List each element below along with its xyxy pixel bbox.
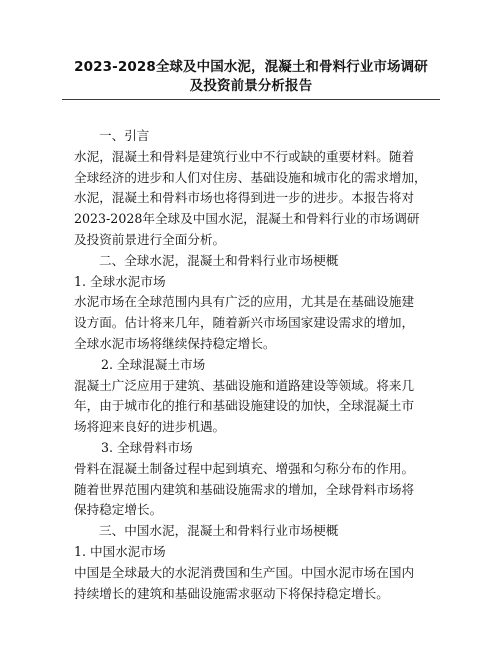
- text-line: 水泥，混凝土和骨料市场也将得到进一步的进步。本报告将对: [74, 190, 415, 206]
- text-line: 全球水泥市场将继续保持稳定增长。: [74, 335, 276, 351]
- section-heading: 一、引言: [99, 128, 150, 143]
- text-line: 混凝土广泛应用于建筑、基础设施和道路建设等领域。将来几: [74, 377, 415, 393]
- text-line: 年，由于城市化的推行和基础设施建设的加快，全球混凝土市: [74, 398, 415, 414]
- text-line: 及投资前景进行全面分析。: [74, 231, 226, 247]
- text-line: 水泥，混凝土和骨料是建筑行业中不行或缺的重要材料。随着: [74, 148, 415, 164]
- document-title: [62, 58, 440, 96]
- text-line: 场将迎来良好的进步机遇。: [74, 419, 226, 435]
- text-line: 保持稳定增长。: [74, 502, 163, 518]
- title-divider: [62, 99, 440, 100]
- text-line: 2023-2028年全球及中国水泥，混凝土和骨料行业的市场调研: [74, 211, 420, 227]
- subsection-heading: 1. 中国水泥市场: [74, 543, 166, 559]
- title-line-2: 及投资前景分析报告: [189, 78, 313, 94]
- section-heading: 三、中国水泥，混凝土和骨料行业市场梗概: [99, 523, 339, 539]
- document-body: [74, 126, 446, 604]
- text-line: 设方面。估计将来几年，随着新兴市场国家建设需求的增加，: [74, 315, 415, 331]
- subsection-heading: 1. 全球水泥市场: [74, 273, 166, 289]
- section-heading: 二、全球水泥，混凝土和骨料行业市场梗概: [99, 252, 339, 268]
- text-line: 中国是全球最大的水泥消费国和生产国。中国水泥市场在国内: [74, 564, 415, 580]
- subsection-heading: 3. 全球骨料市场: [101, 439, 193, 455]
- text-line: 持续增长的建筑和基础设施需求驱动下将保持稳定增长。: [74, 585, 389, 601]
- subsection-heading: 2. 全球混凝土市场: [101, 356, 206, 372]
- text-line: 骨料在混凝土制备过程中起到填充、增强和匀称分布的作用。: [74, 460, 415, 476]
- text-line: 全球经济的进步和人们对住房、基础设施和城市化的需求增加，: [74, 169, 427, 185]
- text-line: 随着世界范围内建筑和基础设施需求的增加，全球骨料市场将: [74, 481, 415, 497]
- text-line: 水泥市场在全球范围内具有广泛的应用，尤其是在基础设施建: [74, 294, 415, 310]
- title-line-1: 2023-2028全球及中国水泥，混凝土和骨料行业市场调研: [74, 59, 428, 75]
